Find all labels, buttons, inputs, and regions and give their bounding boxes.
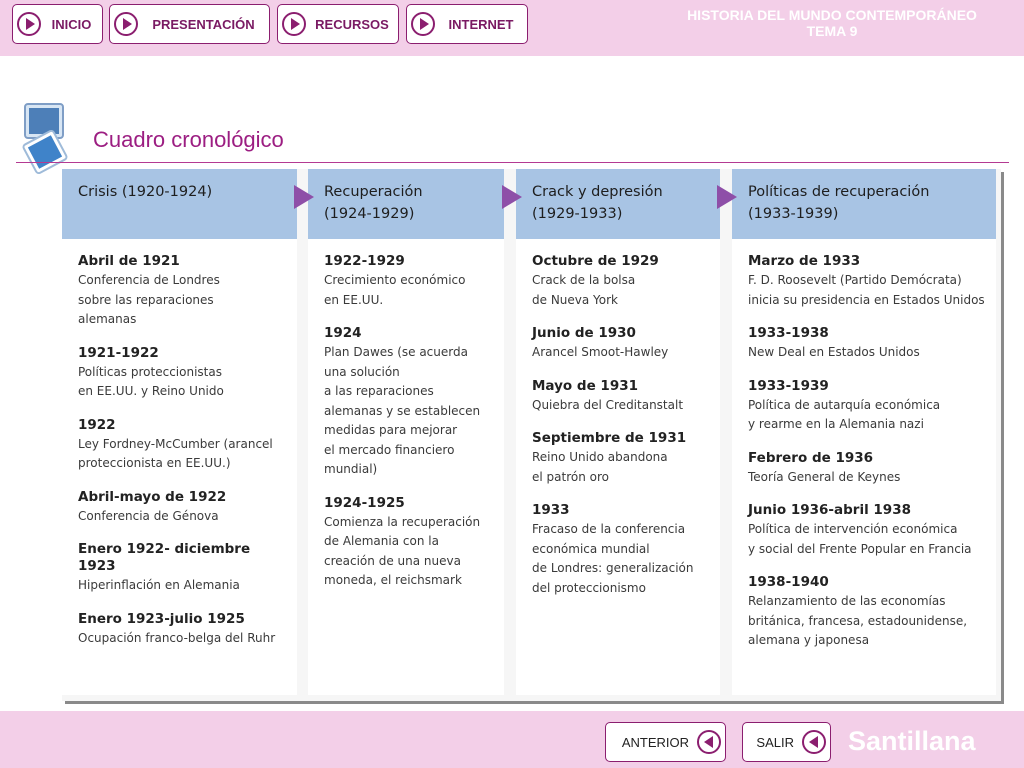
recursos-label: RECURSOS xyxy=(315,16,389,32)
entry-date: 1924 xyxy=(324,325,362,341)
arrow-right-icon xyxy=(717,185,737,209)
timeline-entry xyxy=(748,450,988,488)
top-bar xyxy=(0,0,1024,56)
timeline-entry xyxy=(78,253,289,330)
timeline-entry xyxy=(78,345,289,402)
entry-description: Conferencia de Londres sobre las reparaciones alemanas xyxy=(78,273,220,326)
timeline-entry xyxy=(78,611,289,649)
entry-date: Mayo de 1931 xyxy=(532,377,638,394)
course-title: HISTORIA DEL MUNDO CONTEMPORÁNEO TEMA 9 xyxy=(687,7,977,39)
column-entries xyxy=(78,253,289,663)
entry-date: Marzo de 1933 xyxy=(748,253,861,269)
column-entries xyxy=(748,253,988,666)
column-header xyxy=(308,169,504,239)
entry-date: Enero 1922- diciembre 1923 xyxy=(78,541,251,574)
timeline-entry xyxy=(532,325,712,363)
entry-description: F. D. Roosevelt (Partido Demócrata) inicia su presidencia en Estados Unidos xyxy=(748,273,985,307)
timeline-entry xyxy=(748,253,988,310)
column-header xyxy=(732,169,996,239)
entry-description: Quiebra del Creditanstalt xyxy=(532,397,684,412)
entry-description: Hiperinflación en Alemania xyxy=(78,578,240,592)
timeline-entry xyxy=(748,378,988,435)
inicio-label: INICIO xyxy=(51,16,92,32)
entry-description: New Deal en Estados Unidos xyxy=(748,345,920,359)
column-entries xyxy=(324,253,496,606)
play-icon xyxy=(17,12,41,36)
entry-date: 1922 xyxy=(78,416,116,433)
entry-description: Relanzamiento de las economías británica, francesa, estadounidense, alemana y japonesa xyxy=(748,594,968,647)
entry-date: Febrero de 1936 xyxy=(748,449,874,466)
entry-description: Política de intervención económica y social del Frente Popular en Francia xyxy=(748,522,972,556)
entry-date: 1933-1938 xyxy=(748,325,829,341)
timeline-column xyxy=(62,169,297,695)
salir-button[interactable] xyxy=(742,722,831,762)
entry-description: Crack de la bolsa de Nueva York xyxy=(532,273,636,307)
column-title: Crisis (1920-1924) xyxy=(78,184,213,200)
entry-date: 1938-1940 xyxy=(748,574,829,590)
timeline-entry xyxy=(532,253,712,310)
entry-description: Conferencia de Génova xyxy=(78,508,219,523)
timeline-entry xyxy=(324,495,496,591)
salir-label: SALIR xyxy=(756,734,794,750)
presentacion-label: PRESENTACIÓN xyxy=(152,16,255,32)
entry-description: Políticas proteccionistas en EE.UU. y Reino Unido xyxy=(78,364,224,398)
back-arrow-icon xyxy=(697,730,721,754)
timeline-column xyxy=(732,169,996,695)
column-title: Políticas de recuperación (1933-1939) xyxy=(748,184,930,222)
column-entries xyxy=(532,253,712,613)
column-header xyxy=(62,169,297,239)
entry-description: Fracaso de la conferencia económica mundial de Londres: generalización del proteccionismo xyxy=(532,522,694,595)
entry-date: Abril-mayo de 1922 xyxy=(78,488,227,505)
play-icon xyxy=(282,12,306,36)
bottom-bar xyxy=(0,711,1024,768)
play-icon xyxy=(114,12,138,36)
entry-date: Septiembre de 1931 xyxy=(532,430,687,446)
timeline-entry xyxy=(748,325,988,363)
timeline-entry xyxy=(748,502,988,559)
entry-date: Junio 1936-abril 1938 xyxy=(748,502,911,518)
entry-description: Crecimiento económico en EE.UU. xyxy=(324,273,466,307)
entry-description: Arancel Smoot-Hawley xyxy=(532,345,669,359)
page-title: Cuadro cronológico xyxy=(93,127,284,152)
timeline-entry xyxy=(532,502,712,598)
timeline-table xyxy=(62,169,1001,701)
internet-button[interactable] xyxy=(406,4,528,44)
arrow-right-icon xyxy=(502,185,522,209)
entry-description: Comienza la recuperación de Alemania con la creación de una nueva moneda, el reichsmark xyxy=(324,514,481,587)
entry-date: Junio de 1930 xyxy=(532,325,636,341)
presentacion-button[interactable] xyxy=(109,4,270,44)
timeline-entry xyxy=(324,325,496,480)
entry-description: Reino Unido abandona el patrón oro xyxy=(532,450,668,484)
timeline-entry xyxy=(324,253,496,310)
santillana-logo: Santillana xyxy=(848,726,976,756)
entry-date: 1922-1929 xyxy=(324,253,405,269)
back-arrow-icon xyxy=(802,730,826,754)
column-title: Recuperación (1924-1929) xyxy=(324,184,423,222)
monitor-icon xyxy=(16,102,74,178)
timeline-entry xyxy=(78,541,289,596)
title-divider xyxy=(16,162,1009,163)
timeline-entry xyxy=(78,489,289,527)
recursos-button[interactable] xyxy=(277,4,399,44)
internet-label: INTERNET xyxy=(448,16,514,32)
play-icon xyxy=(411,12,435,36)
inicio-button[interactable] xyxy=(12,4,103,44)
entry-date: 1933 xyxy=(532,502,570,518)
column-header xyxy=(516,169,720,239)
entry-date: Abril de 1921 xyxy=(78,253,180,269)
entry-date: 1933-1939 xyxy=(748,377,829,394)
timeline-entry xyxy=(78,417,289,474)
entry-date: Octubre de 1929 xyxy=(532,253,659,269)
entry-date: 1924-1925 xyxy=(324,494,405,511)
anterior-label: ANTERIOR xyxy=(621,734,689,750)
timeline-entry xyxy=(532,430,712,487)
timeline-entry xyxy=(532,378,712,416)
arrow-right-icon xyxy=(294,185,314,209)
timeline-entry xyxy=(748,574,988,651)
entry-description: Ocupación franco-belga del Ruhr xyxy=(78,630,276,645)
entry-date: 1921-1922 xyxy=(78,344,159,361)
timeline-column xyxy=(516,169,720,695)
entry-date: Enero 1923-julio 1925 xyxy=(78,610,245,627)
entry-description: Plan Dawes (se acuerda una solución a las reparaciones alemanas y se establecen medidas para mejorar el mercado financiero mundial) xyxy=(324,345,481,476)
anterior-button[interactable] xyxy=(605,722,726,762)
entry-description: Teoría General de Keynes xyxy=(748,469,901,484)
entry-description: Política de autarquía económica y rearme en la Alemania nazi xyxy=(748,397,941,431)
timeline-column xyxy=(308,169,504,695)
entry-description: Ley Fordney-McCumber (arancel proteccionista en EE.UU.) xyxy=(78,436,273,470)
column-title: Crack y depresión (1929-1933) xyxy=(532,184,663,222)
